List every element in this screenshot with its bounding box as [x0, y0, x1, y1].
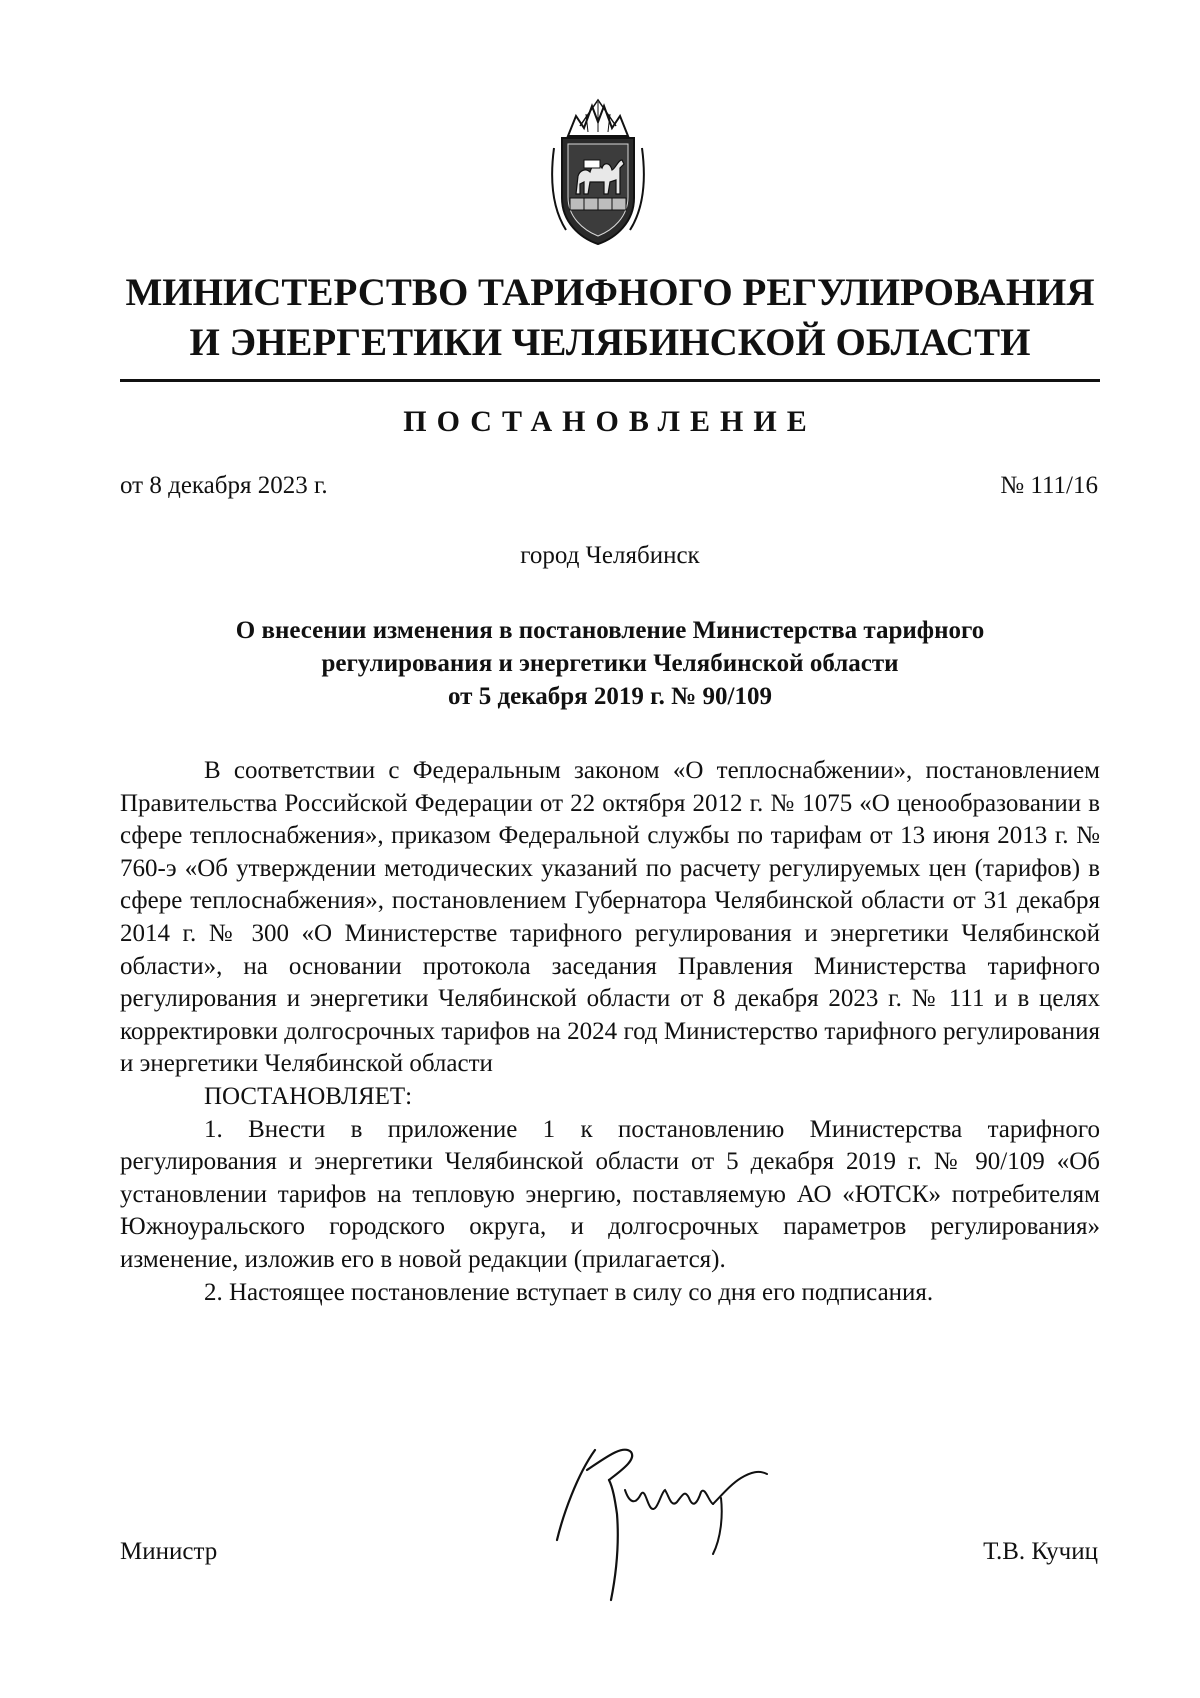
header-divider	[120, 379, 1100, 382]
signatory-name: Т.В. Кучиц	[983, 1538, 1098, 1565]
subject-line1: О внесении изменения в постановление Министерства тарифного	[235, 617, 985, 644]
signatory-title: Министр	[120, 1538, 218, 1565]
coat-of-arms-icon	[546, 98, 650, 248]
preamble-paragraph: В соответствии с Федеральным законом «О теплоснабжении», постановлением Правительства Российской Федерации от 22 октября 2012 г. № 1075 «О ценообразовании в сфере теплоснабжения», приказом Федеральной службы по тарифам от 13 июня 2013 г. № 760-э «Об утверждении методических указаний по расчету регулируемых цен (тарифов) в сфере теплоснабжения», постановлением Губернатора Челябинской области от 31 декабря 2014 г. № 300 «О Министерстве тарифного регулирования и энергетики Челябинской области», на основании протокола заседания Правления Министерства тарифного регулирования и энергетики Челябинской области от 8 декабря 2023 г. № 111 и в целях корректировки долгосрочных тарифов на 2024 год Министерство тарифного регулирования и энергетики Челябинской области	[120, 757, 1100, 1078]
document-body	[120, 755, 1100, 1309]
subject-line2: регулирования и энергетики Челябинской области	[321, 650, 899, 677]
subject-line3: от 5 декабря 2019 г. № 90/109	[448, 683, 772, 710]
document-city: город Челябинск	[520, 542, 700, 569]
document-date: от 8 декабря 2023 г.	[120, 472, 328, 499]
document-number: № 111/16	[1000, 472, 1098, 499]
document-type: ПОСТАНОВЛЕНИЕ	[403, 405, 817, 438]
document-subject	[120, 614, 1100, 713]
decree-word: ПОСТАНОВЛЯЕТ:	[204, 1082, 413, 1110]
item-2-paragraph: 2. Настоящее постановление вступает в силу со дня его подписания.	[204, 1278, 934, 1306]
ministry-name	[120, 268, 1100, 368]
ministry-name-line2: И ЭНЕРГЕТИКИ ЧЕЛЯБИНСКОЙ ОБЛАСТИ	[189, 321, 1031, 364]
handwritten-signature	[545, 1430, 795, 1620]
ministry-name-line1: МИНИСТЕРСТВО ТАРИФНОГО РЕГУЛИРОВАНИЯ	[125, 271, 1095, 314]
item-1-paragraph: 1. Внести в приложение 1 к постановлению Министерства тарифного регулирования и энергетики Челябинской области от 5 декабря 2019 г. № 90/109 «Об установлении тарифов на тепловую энергию, поставляемую АО «ЮТСК» потребителям Южноуральского городского округа, и долгосрочных параметров регулирования» изменение, изложив его в новой редакции (прилагается).	[120, 1115, 1100, 1273]
